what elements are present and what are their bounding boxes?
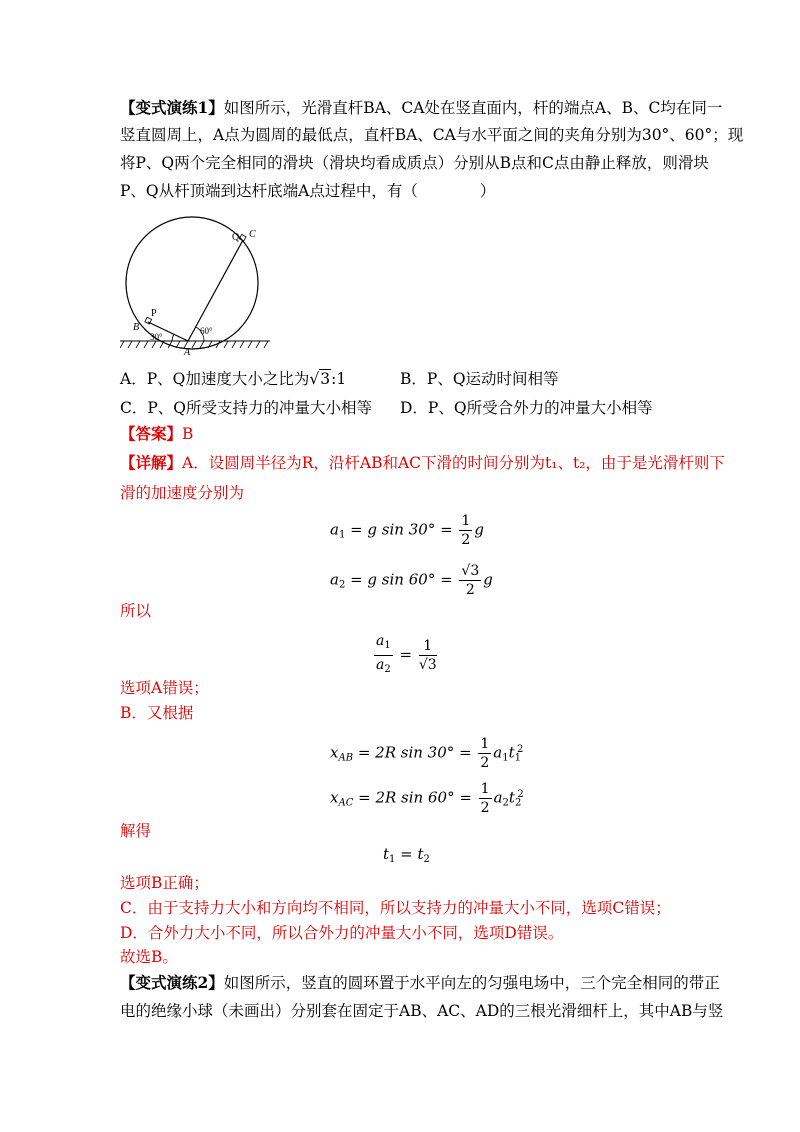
solution-so: 所以	[120, 602, 152, 620]
solution-solve: 解得	[120, 822, 152, 840]
problem1-tag: 【变式演练1】	[120, 98, 224, 117]
equation-xAB: $x_{AB} = 2R$ sin 30° = $\frac{1}{2}$ $a_1t_1^2$	[330, 736, 524, 771]
label-B: B	[133, 322, 140, 333]
label-angle-30: 30°	[150, 332, 163, 342]
equation-xAC: $x_{AC} = 2R$ sin 60° = $\frac{1}{2}$ $a_2t_2^2$	[330, 781, 524, 816]
option-C: C．P、Q所受支持力的冲量大小相等	[120, 399, 372, 417]
answer-value: B	[182, 425, 194, 443]
problem1-line4: P、Q从杆顶端到达杆底端A点过程中，有（ ）	[120, 182, 496, 200]
problem1-text1: 如图所示，光滑直杆BA、CA处在竖直面内，杆的端点A、B、C均在同一	[223, 99, 723, 117]
solution-D: D．合外力大小不同，所以合外力的冲量大小不同，选项D错误。	[120, 924, 564, 942]
problem1-line1	[120, 97, 722, 119]
circle-rods-figure	[120, 210, 280, 360]
solution-line1: 【详解】A．设圆周半径为R，沿杆AB和AC下滑的时间分别为t₁、t₂，由于是光滑杆则下	[120, 453, 725, 472]
problem1-line2: 竖直圆周上，A点为圆周的最低点，直杆BA、CA与水平面之间的夹角分别为30°、60°；现	[120, 126, 744, 144]
equation-a1: $a_1 = g$ sin 30° = $\frac{1}{2}$ g	[330, 513, 484, 548]
solution-optA-wrong: 选项A错误；	[120, 679, 209, 697]
solution-B-intro: B．又根据	[120, 704, 194, 722]
problem2-line1: 【变式演练2】如图所示，竖直的圆环置于水平向左的匀强电场中，三个完全相同的带正	[120, 973, 720, 992]
label-A: A	[184, 347, 191, 358]
label-P: P	[151, 308, 157, 319]
solution-conclusion: 故选B。	[120, 948, 178, 966]
label-C: C	[249, 229, 256, 240]
answer-line: 【答案】B	[120, 424, 194, 443]
problem2-tag: 【变式演练2】	[120, 973, 224, 992]
equation-a2: $a_2 = g$ sin 60° = $\frac{√3}{2}$ g	[330, 563, 493, 598]
label-angle-60: 60°	[200, 326, 213, 336]
rod-CA	[188, 240, 243, 341]
option-B: B．P、Q运动时间相等	[400, 370, 559, 388]
angle-30-arc	[172, 334, 174, 341]
sqrt-icon: √3	[309, 370, 331, 388]
problem2-line2: 电的绝缘小球（未画出）分别套在固定于AB、AC、AD的三根光滑细杆上，其中AB与竖	[120, 1002, 724, 1020]
solution-line2: 滑的加速度分别为	[120, 484, 245, 502]
option-A: A．P、Q加速度大小之比为√3:1	[120, 370, 347, 388]
problem1-line3: 将P、Q两个完全相同的滑块（滑块均看成质点）分别从B点和C点由静止释放，则滑块	[120, 154, 709, 172]
option-D: D．P、Q所受合外力的冲量大小相等	[400, 399, 653, 417]
solution-optB-right: 选项B正确；	[120, 874, 209, 892]
label-Q: Q	[232, 232, 240, 243]
ground-hatch	[120, 341, 268, 348]
solution-C: C．由于支持力大小和方向均不相同，所以支持力的冲量大小不同，选项C错误；	[120, 899, 671, 917]
equation-t1-t2: $t_1 = t_2$	[383, 845, 430, 865]
equation-ratio: $\frac{a_1}{a_2}$ = $\frac{1}{√3}$	[376, 633, 437, 675]
